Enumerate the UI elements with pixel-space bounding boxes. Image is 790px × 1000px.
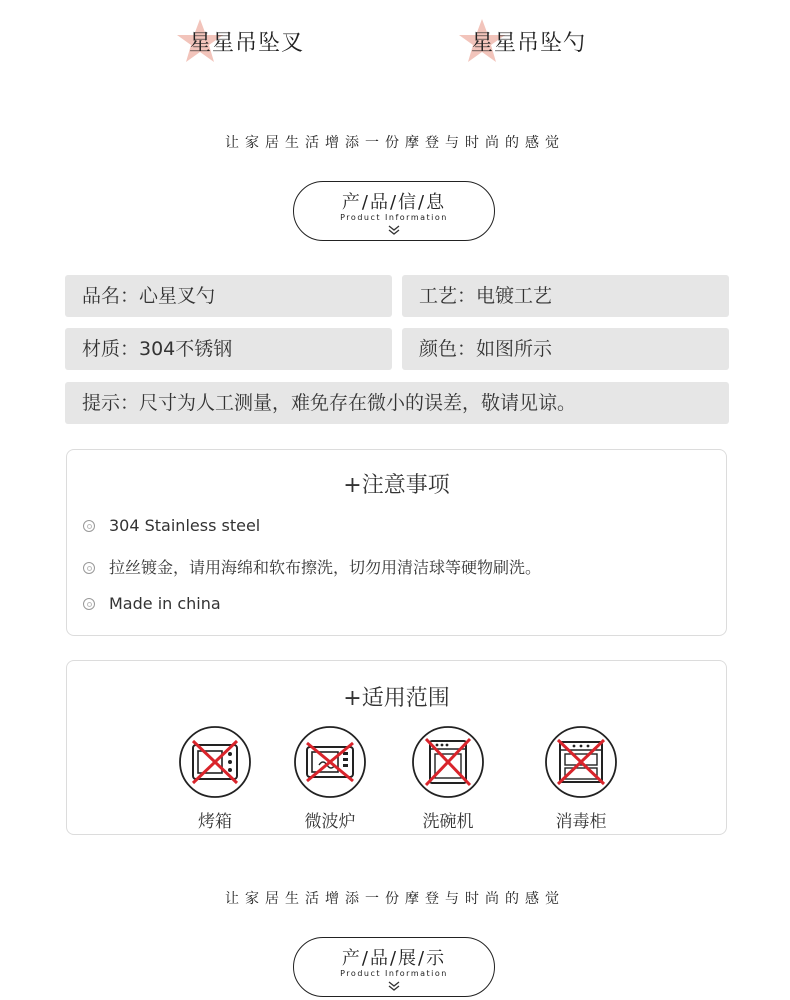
star-label-text: 星星吊坠勺 xyxy=(471,31,587,56)
microwave-prohibited-icon xyxy=(293,725,367,799)
oven-prohibited-icon xyxy=(178,725,252,799)
info-name: 品名：心星叉勺 xyxy=(65,275,392,317)
info-color: 颜色：如图所示 xyxy=(402,328,729,370)
circle-bullet-icon xyxy=(83,598,95,610)
note-item: 拉丝镀金，请用海绵和软布擦洗，切勿用清洁球等硬物刷洗。 xyxy=(83,555,541,578)
sterilizer-prohibited-icon xyxy=(544,725,618,799)
usage-item-microwave xyxy=(280,725,380,832)
section-subtitle: Product Information xyxy=(340,213,448,222)
star-label-text: 星星吊坠叉 xyxy=(189,31,305,56)
double-chevron-down-icon xyxy=(387,980,401,992)
double-chevron-down-icon xyxy=(387,224,401,236)
info-craft: 工艺：电镀工艺 xyxy=(402,275,729,317)
circle-bullet-icon xyxy=(83,562,95,574)
usage-label: 微波炉 xyxy=(304,812,356,832)
slogan: 让家居生活增添一份摩登与时尚的感觉 xyxy=(225,135,565,151)
star-label-fork xyxy=(175,18,325,62)
section-header-product-info xyxy=(293,181,495,241)
notes-card xyxy=(66,449,727,636)
usage-label: 洗碗机 xyxy=(422,812,474,832)
section-title: 产/品/信/息 xyxy=(341,192,447,213)
usage-label: 消毒柜 xyxy=(555,812,607,832)
circle-bullet-icon xyxy=(83,520,95,532)
section-header-product-display xyxy=(293,937,495,997)
info-material: 材质：304不锈钢 xyxy=(65,328,392,370)
usage-card xyxy=(66,660,727,835)
usage-label: 烤箱 xyxy=(198,812,232,832)
section-title: 产/品/展/示 xyxy=(341,948,447,969)
notes-title: +注意事项 xyxy=(343,473,450,498)
slogan-bottom: 让家居生活增添一份摩登与时尚的感觉 xyxy=(225,891,565,907)
usage-item-oven xyxy=(165,725,265,832)
usage-item-dishwasher xyxy=(398,725,498,832)
section-subtitle: Product Information xyxy=(340,969,448,978)
note-item: Made in china xyxy=(83,594,221,613)
dishwasher-prohibited-icon xyxy=(411,725,485,799)
usage-item-sterilizer xyxy=(531,725,631,832)
info-tip: 提示：尺寸为人工测量，难免存在微小的误差，敬请见谅。 xyxy=(65,382,729,424)
usage-title: +适用范围 xyxy=(343,686,450,711)
star-label-spoon xyxy=(457,18,607,62)
note-item: 304 Stainless steel xyxy=(83,516,260,535)
